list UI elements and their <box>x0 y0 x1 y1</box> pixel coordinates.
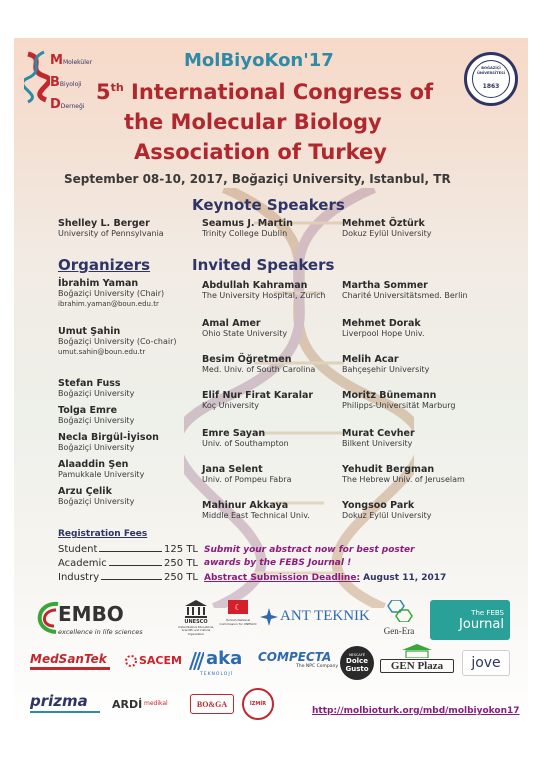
dolce-top: NESCAFÉ <box>348 653 366 657</box>
invited-speaker <box>202 500 310 520</box>
gen-era-wordmark: Gen-Era <box>383 626 415 636</box>
logo-word-2: Biyoloji <box>59 81 82 88</box>
speaker-affiliation: Univ. of Southampton <box>202 439 289 448</box>
invited-speaker <box>342 280 468 300</box>
fee-category: Industry <box>58 572 100 583</box>
fee-row <box>58 572 198 583</box>
logo-letter-d: D <box>50 97 61 112</box>
compecta-sub: The NPC Company <box>296 664 338 669</box>
invited-speaker <box>342 428 415 448</box>
aka-stripes-icon <box>188 652 204 670</box>
fee-amount: 250 TL <box>164 572 198 583</box>
unesco-wordmark: UNESCO <box>184 619 208 625</box>
speaker-affiliation: Koç University <box>202 401 260 410</box>
title-ordinal-suffix: th <box>110 81 124 94</box>
organizer-name: Tolga Emre <box>58 405 118 416</box>
logo-letter-m: M <box>50 53 63 68</box>
title-ordinal: 5 <box>96 80 111 104</box>
keynote-speaker <box>202 218 293 238</box>
boga-logo <box>190 694 234 714</box>
embo-swoosh-icon <box>30 600 60 634</box>
organizer-email[interactable]: umut.sahin@boun.edu.tr <box>58 348 146 356</box>
speaker-affiliation: Bilkent University <box>342 439 413 448</box>
invited-speaker <box>342 354 429 374</box>
organizer-affiliation: Boğaziçi University (Chair) <box>58 289 165 298</box>
ant-teknik-logo <box>260 604 368 630</box>
date-location: September 08-10, 2017, Boğaziçi University, Istanbul, TR <box>64 172 451 186</box>
speaker-name: Jana Selent <box>202 464 263 475</box>
febs-journal-logo <box>430 600 510 640</box>
title-line-1-text: International Congress of <box>123 80 434 104</box>
speaker-name: Moritz Bünemann <box>342 390 437 401</box>
ant-star-icon <box>260 608 278 626</box>
dolce-bot: Gusto <box>345 665 369 673</box>
logo-letter-b: B <box>50 75 60 90</box>
organizer-entry <box>58 486 134 506</box>
aka-wordmark: aka <box>206 648 243 669</box>
speaker-name: Besim Öğretmen <box>202 354 292 365</box>
speaker-affiliation: Philipps-Universität Marburg <box>342 401 456 410</box>
organizer-name: Umut Şahin <box>58 326 121 337</box>
embo-tagline: excellence in life sciences <box>58 628 143 636</box>
invited-speaker <box>202 318 287 338</box>
organizer-affiliation: Boğaziçi University <box>58 443 135 452</box>
embo-logo <box>30 600 143 642</box>
invited-speaker <box>342 390 455 410</box>
keynote-speaker <box>342 218 431 238</box>
jove-wordmark: jove <box>471 655 501 671</box>
deadline-label: Abstract Submission Deadline: <box>204 573 361 583</box>
organizer-name: Arzu Çelik <box>58 486 112 497</box>
medsantek-wordmark: MedSanTek <box>30 652 107 666</box>
abstract-call: Submit your abstract now for best poster awards by the FEBS Journal ! <box>204 545 415 568</box>
organizer-name: Alaaddin Şen <box>58 459 129 470</box>
ardi-logo <box>112 694 182 716</box>
jove-logo <box>462 650 510 676</box>
dolce-mid: Dolce <box>346 657 368 665</box>
sacem-burst-icon <box>124 654 138 668</box>
speaker-name: Yehudit Bergman <box>342 464 435 475</box>
gen-plaza-building-icon <box>402 644 432 658</box>
medsantek-logo <box>30 652 116 676</box>
title-line-1 <box>96 80 433 104</box>
website-link[interactable]: http://molbioturk.org/mbd/molbiyokon17 <box>312 706 520 716</box>
gen-era-cells-icon <box>384 600 414 622</box>
speaker-name: Emre Sayan <box>202 428 266 439</box>
gen-era-logo <box>378 600 420 640</box>
embo-wordmark: EMBO <box>58 602 124 626</box>
medsantek-underline <box>30 667 110 670</box>
invited-speaker <box>342 464 465 484</box>
compecta-logo <box>258 650 338 676</box>
poster <box>14 38 528 728</box>
organizer-entry <box>58 432 159 452</box>
organizer-entry <box>58 278 164 308</box>
speaker-affiliation: Dokuz Eylül University <box>342 511 432 520</box>
speaker-affiliation: Bahçeşehir University <box>342 365 430 374</box>
gen-plaza-wordmark: GEN Plaza <box>380 659 454 673</box>
fee-leader <box>109 558 162 566</box>
organizers-heading: Organizers <box>58 256 151 274</box>
speaker-affiliation: The Hebrew Univ. of Jeruselam <box>342 475 465 484</box>
organizer-affiliation: Boğaziçi University <box>58 497 135 506</box>
speaker-name: Mahinur Akkaya <box>202 500 289 511</box>
organizer-name: Necla Birgül-İyison <box>58 432 159 443</box>
aka-sub: TEKNOLOJİ <box>200 672 233 677</box>
event-name: MolBiyoKon'17 <box>184 50 334 71</box>
organizer-name: İbrahim Yaman <box>58 278 139 289</box>
unesco-temple-icon <box>185 600 207 618</box>
title-line-3: Association of Turkey <box>134 140 387 164</box>
invited-speaker <box>202 428 289 448</box>
speaker-affiliation: Charité Universitätsmed. Berlin <box>342 291 468 300</box>
registration-heading: Registration Fees <box>58 529 148 539</box>
speaker-name: Melih Acar <box>342 354 399 365</box>
fee-row <box>58 558 198 569</box>
speaker-affiliation: Liverpool Hope Univ. <box>342 329 425 338</box>
title-line-2: the Molecular Biology <box>124 110 382 134</box>
invited-speaker <box>202 390 313 410</box>
speaker-name: Seamus J. Martin <box>202 218 293 229</box>
seal-text: BOĞAZİÇİ ÜNİVERSİTESİ <box>476 66 506 75</box>
organizer-email[interactable]: ibrahim.yaman@boun.edu.tr <box>58 300 159 308</box>
gen-plaza-logo <box>380 644 454 680</box>
deadline-date: August 11, 2017 <box>360 573 447 583</box>
seal-year: 1863 <box>482 83 500 90</box>
invited-speaker <box>342 318 425 338</box>
organizer-entry <box>58 459 144 479</box>
speaker-name: Mehmet Dorak <box>342 318 421 329</box>
invited-speaker <box>342 500 431 520</box>
speaker-name: Mehmet Öztürk <box>342 218 425 229</box>
society-logo <box>24 48 94 112</box>
commission-caption: Turkish National Commission for UNESCO <box>219 618 257 626</box>
ardi-wordmark: ARDİ <box>112 698 143 711</box>
university-seal <box>464 52 518 106</box>
speaker-name: Abdullah Kahraman <box>202 280 308 291</box>
boga-wordmark: BO&GA <box>196 699 228 709</box>
organizer-affiliation: Boğaziçi University <box>58 416 135 425</box>
febs-big: Journal <box>459 616 504 632</box>
organizer-affiliation: Boğaziçi University (Co-chair) <box>58 337 177 346</box>
prizma-wordmark: prizma <box>30 692 88 710</box>
speaker-name: Martha Sommer <box>342 280 428 291</box>
organizer-name: Stefan Fuss <box>58 378 121 389</box>
ardi-sub: medikal <box>144 700 168 707</box>
speaker-affiliation: Ohio State University <box>202 329 288 338</box>
febs-small: The FEBS <box>471 608 504 617</box>
logo-word-3: Derneği <box>60 103 85 110</box>
logo-word-1: Moleküler <box>62 59 93 66</box>
unesco-caption: United Nations Educational, Scientific and Cultural Organization <box>177 626 215 636</box>
speaker-name: Shelley L. Berger <box>58 218 150 229</box>
fee-leader <box>99 544 162 552</box>
prizma-logo <box>30 692 106 718</box>
keynote-heading: Keynote Speakers <box>192 196 345 214</box>
sacem-logo <box>124 650 180 674</box>
unesco-logo <box>176 600 216 640</box>
fee-category: Student <box>58 544 98 555</box>
speaker-affiliation: University of Pennsylvania <box>58 229 164 238</box>
ant-teknik-wordmark: ANT TEKNIK <box>280 608 370 624</box>
fee-amount: 125 TL <box>164 544 198 555</box>
fee-leader <box>101 572 162 580</box>
speaker-name: Elif Nur Firat Karalar <box>202 390 314 401</box>
speaker-name: Yongsoo Park <box>342 500 415 511</box>
fee-row <box>58 544 198 555</box>
society-logo-mark <box>24 48 50 106</box>
speaker-affiliation: The University Hospital, Zurich <box>202 291 326 300</box>
turkish-flag-icon: ☾ <box>228 600 248 614</box>
speaker-name: Amal Amer <box>202 318 261 329</box>
speaker-affiliation: Dokuz Eylül University <box>342 229 432 238</box>
organizer-entry <box>58 405 134 425</box>
compecta-wordmark: COMPECTA <box>258 650 332 664</box>
invited-speaker <box>202 464 291 484</box>
speaker-affiliation: Med. Univ. of South Carolina <box>202 365 316 374</box>
fee-category: Academic <box>58 558 107 569</box>
speaker-affiliation: Trinity College Dublin <box>202 229 288 238</box>
abstract-deadline <box>204 573 446 583</box>
fee-amount: 250 TL <box>164 558 198 569</box>
organizer-affiliation: Boğaziçi University <box>58 389 135 398</box>
invited-speaker <box>202 354 315 374</box>
dolce-gusto-logo <box>340 646 374 680</box>
organizer-entry <box>58 326 177 356</box>
organizer-affiliation: Pamukkale University <box>58 470 145 479</box>
prizma-swoosh <box>30 711 100 713</box>
sacem-wordmark: SACEM <box>139 654 182 667</box>
invited-heading: Invited Speakers <box>192 256 335 274</box>
speaker-affiliation: Univ. of Pompeu Fabra <box>202 475 292 484</box>
aka-logo <box>188 650 250 680</box>
invited-speaker <box>202 280 326 300</box>
speaker-name: Murat Cevher <box>342 428 415 439</box>
keynote-speaker <box>58 218 164 238</box>
speaker-affiliation: Middle East Technical Univ. <box>202 511 310 520</box>
izmir-logo <box>242 688 274 720</box>
turkish-commission-logo <box>218 600 258 640</box>
izmir-wordmark: İZMİR <box>249 701 267 707</box>
organizer-entry <box>58 378 134 398</box>
